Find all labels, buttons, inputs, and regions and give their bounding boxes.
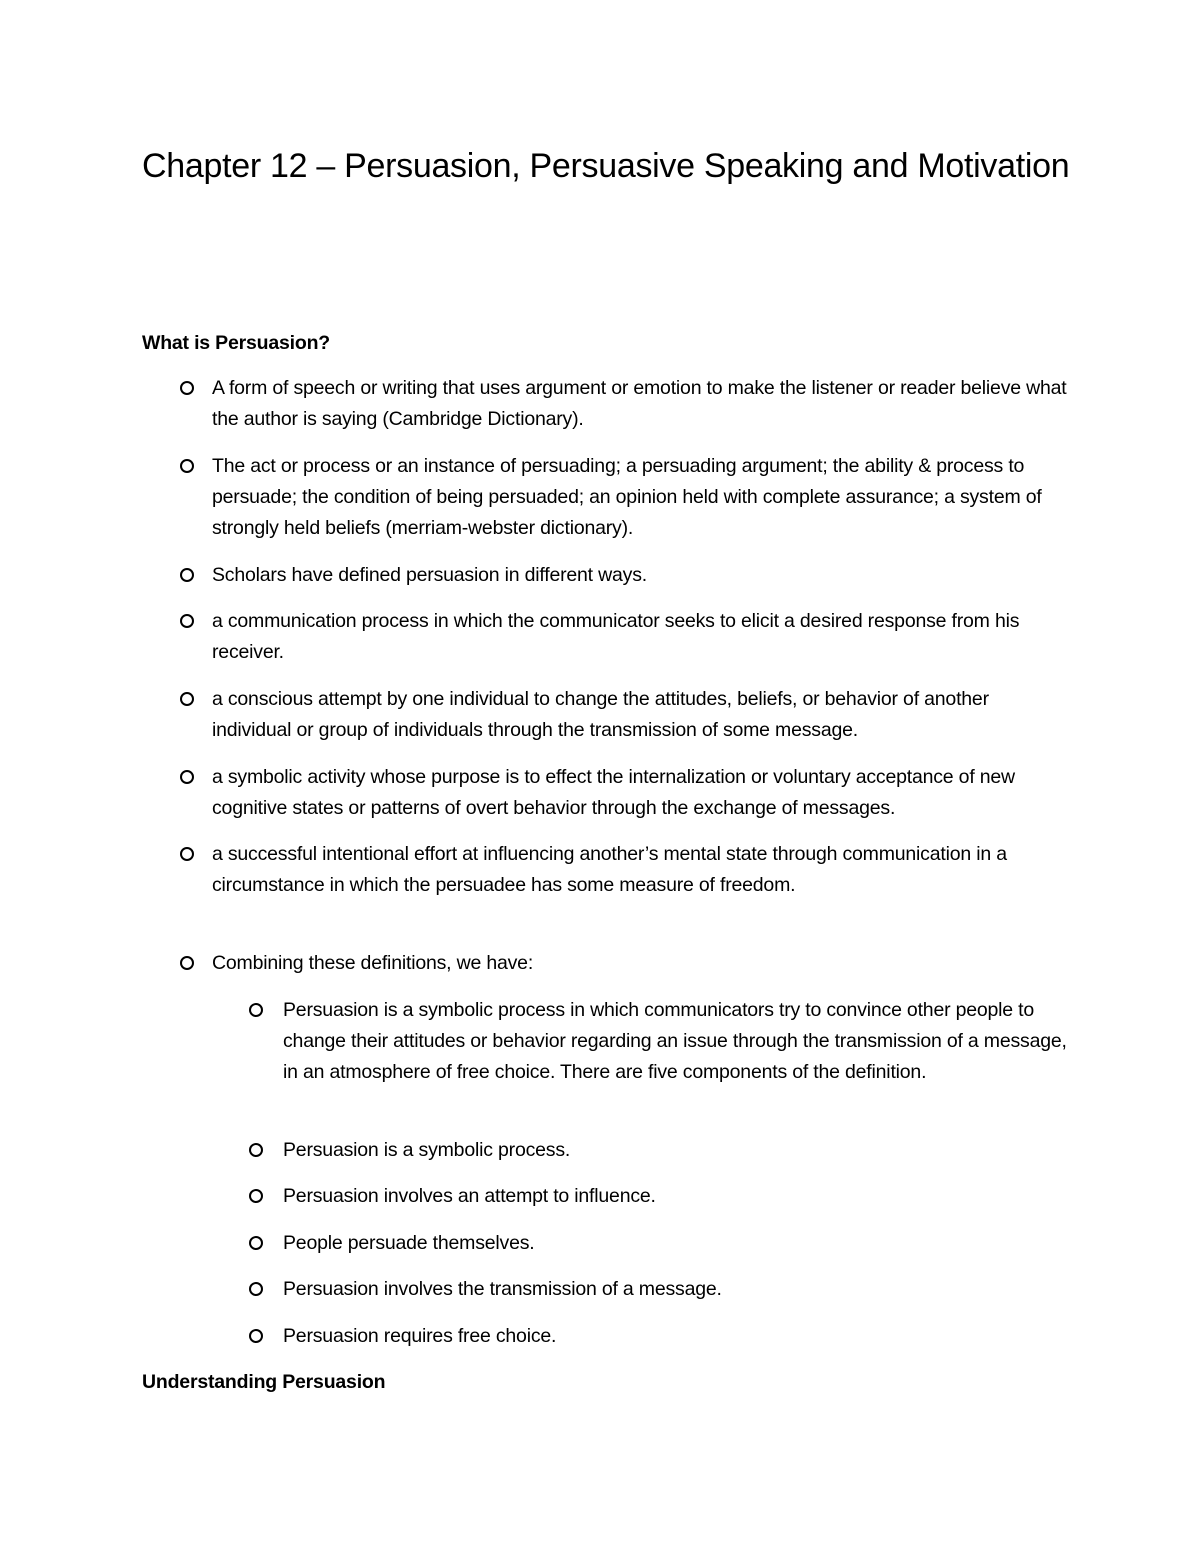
- sub-list-item-text: People persuade themselves.: [283, 1232, 535, 1254]
- circle-bullet-icon: [180, 770, 194, 784]
- sub-list-item: [283, 995, 1073, 1088]
- circle-bullet-icon: [249, 1189, 263, 1203]
- list-item-text: Combining these definitions, we have:: [212, 952, 534, 974]
- list-item: [212, 762, 1072, 824]
- circle-bullet-icon: [249, 1329, 263, 1343]
- circle-bullet-icon: [180, 459, 194, 473]
- list-item: [212, 839, 1072, 901]
- sub-list-item: [283, 1274, 1073, 1305]
- document-title: Chapter 12 – Persuasion, Persuasive Speaking and Motivation: [142, 147, 1070, 185]
- list-item: [212, 948, 1072, 979]
- list-item: [212, 451, 1072, 544]
- circle-bullet-icon: [249, 1003, 263, 1017]
- circle-bullet-icon: [249, 1282, 263, 1296]
- section-heading-understanding-persuasion: Understanding Persuasion: [142, 1371, 386, 1393]
- circle-bullet-icon: [180, 692, 194, 706]
- sub-list-item-text: Persuasion is a symbolic process in which communicators try to convince other people to change their attitudes or behavior regarding an issue through the transmission of a message, in an atmosphere of free choice. There are five components of the definition.: [283, 999, 1067, 1083]
- circle-bullet-icon: [180, 614, 194, 628]
- section-heading-what-is-persuasion: What is Persuasion?: [142, 332, 330, 354]
- list-item: [212, 684, 1072, 746]
- sub-list-item-text: Persuasion is a symbolic process.: [283, 1139, 571, 1161]
- sub-list-item: [283, 1181, 1073, 1212]
- list-item-text: a conscious attempt by one individual to change the attitudes, beliefs, or behavior of another individual or group of individuals through the transmission of some message.: [212, 688, 989, 741]
- list-item-text: Scholars have defined persuasion in different ways.: [212, 564, 647, 586]
- sub-list-item-text: Persuasion requires free choice.: [283, 1325, 557, 1347]
- circle-bullet-icon: [249, 1236, 263, 1250]
- list-item: [212, 373, 1072, 435]
- list-item: [212, 560, 1072, 591]
- circle-bullet-icon: [249, 1143, 263, 1157]
- list-item-text: a symbolic activity whose purpose is to effect the internalization or voluntary acceptance of new cognitive states or patterns of overt behavior through the exchange of messages.: [212, 766, 1015, 819]
- circle-bullet-icon: [180, 568, 194, 582]
- sub-list-item: [283, 1228, 1073, 1259]
- circle-bullet-icon: [180, 381, 194, 395]
- circle-bullet-icon: [180, 847, 194, 861]
- list-item-text: a successful intentional effort at influencing another’s mental state through communication in a circumstance in which the persuadee has some measure of freedom.: [212, 843, 1007, 896]
- list-item-text: The act or process or an instance of persuading; a persuading argument; the ability & process to persuade; the condition of being persuaded; an opinion held with complete assurance; a system of strongly held beliefs (merriam-webster dictionary).: [212, 455, 1042, 539]
- sub-list-item-text: Persuasion involves an attempt to influence.: [283, 1185, 656, 1207]
- circle-bullet-icon: [180, 956, 194, 970]
- list-item-text: a communication process in which the communicator seeks to elicit a desired response from his receiver.: [212, 610, 1020, 663]
- list-item: [212, 606, 1072, 668]
- list-item-text: A form of speech or writing that uses argument or emotion to make the listener or reader believe what the author is saying (Cambridge Dictionary).: [212, 377, 1067, 430]
- sub-list-item: [283, 1321, 1073, 1352]
- sub-list-item-text: Persuasion involves the transmission of a message.: [283, 1278, 722, 1300]
- sub-list-item: [283, 1135, 1073, 1166]
